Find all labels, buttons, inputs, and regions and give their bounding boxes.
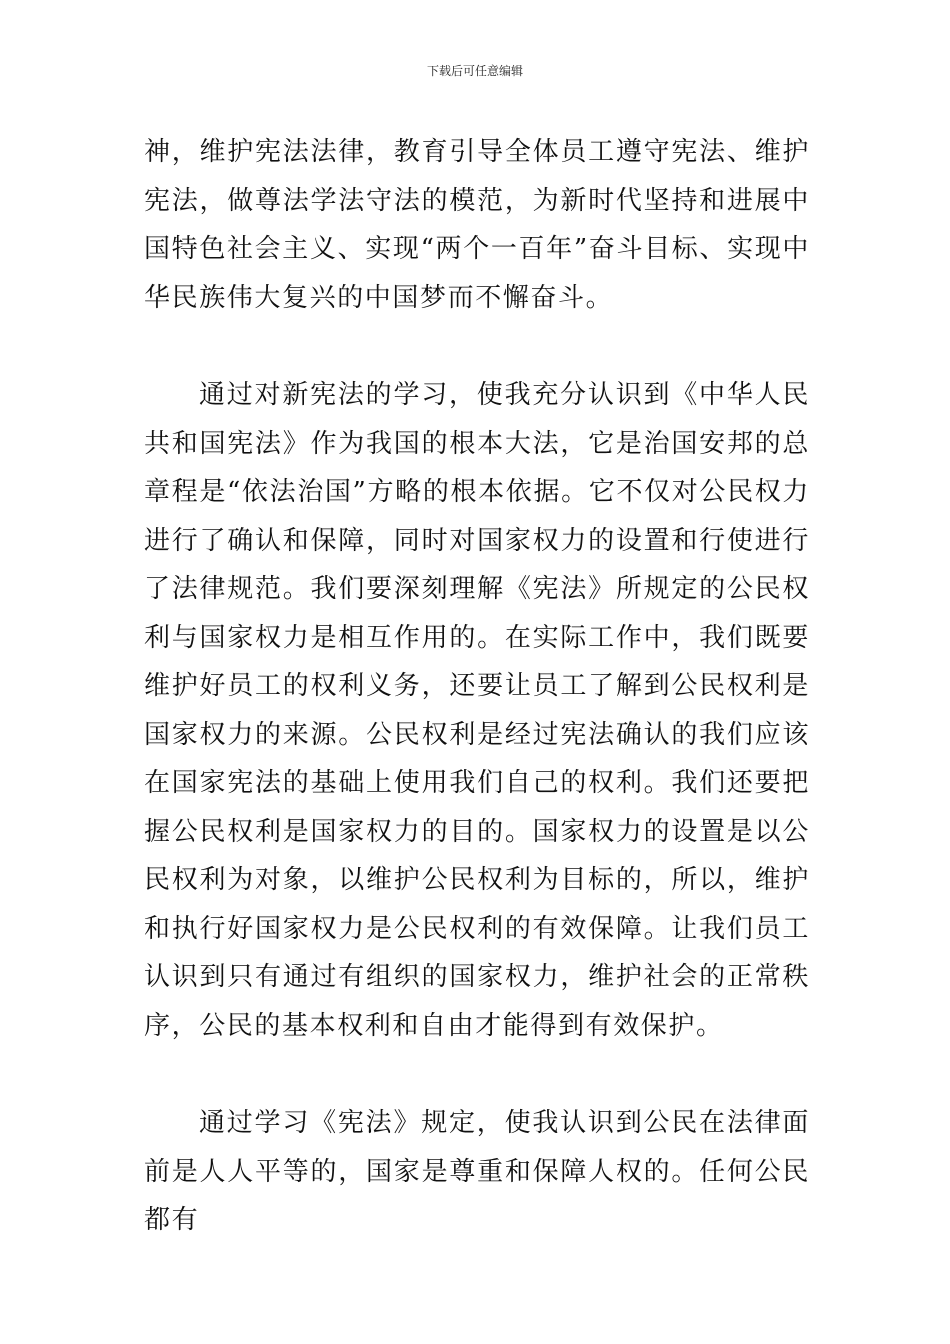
document-body <box>144 128 810 1245</box>
paragraph-equality: 通过学习《宪法》规定，使我认识到公民在法律面前是人人平等的，国家是尊重和保障人权的。任何公民都有 <box>144 1108 810 1235</box>
paragraph-constitution-study: 通过对新宪法的学习，使我充分认识到《中华人民共和国宪法》作为我国的根本大法，它是治国安邦的总章程是“依法治国”方略的根本依据。它不仅对公民权力进行了确认和保障，同时对国家权力的设置和行使进行了法律规范。我们要深刻理解《宪法》所规定的公民权利与国家权力是相互作用的。在实际工作中，我们既要维护好员工的权利义务，还要让员工了解到公民权利是国家权力的来源。公民权利是经过宪法确认的我们应该在国家宪法的基础上使用我们自己的权利。我们还要把握公民权利是国家权力的目的。国家权力的设置是以公民权利为对象，以维护公民权利为目标的，所以，维护和执行好国家权力是公民权利的有效保障。让我们员工认识到只有通过有组织的国家权力，维护社会的正常秩序，公民的基本权利和自由才能得到有效保护。 <box>144 380 810 1041</box>
page-header-note: 下载后可任意编辑 <box>426 64 523 78</box>
paragraph-continuation: 神，维护宪法法律，教育引导全体员工遵守宪法、维护宪法，做尊法学法守法的模范，为新时代坚持和进展中国特色社会主义、实现“两个一百年”奋斗目标、实现中华民族伟大复兴的中国梦而不懈奋斗。 <box>144 137 810 313</box>
